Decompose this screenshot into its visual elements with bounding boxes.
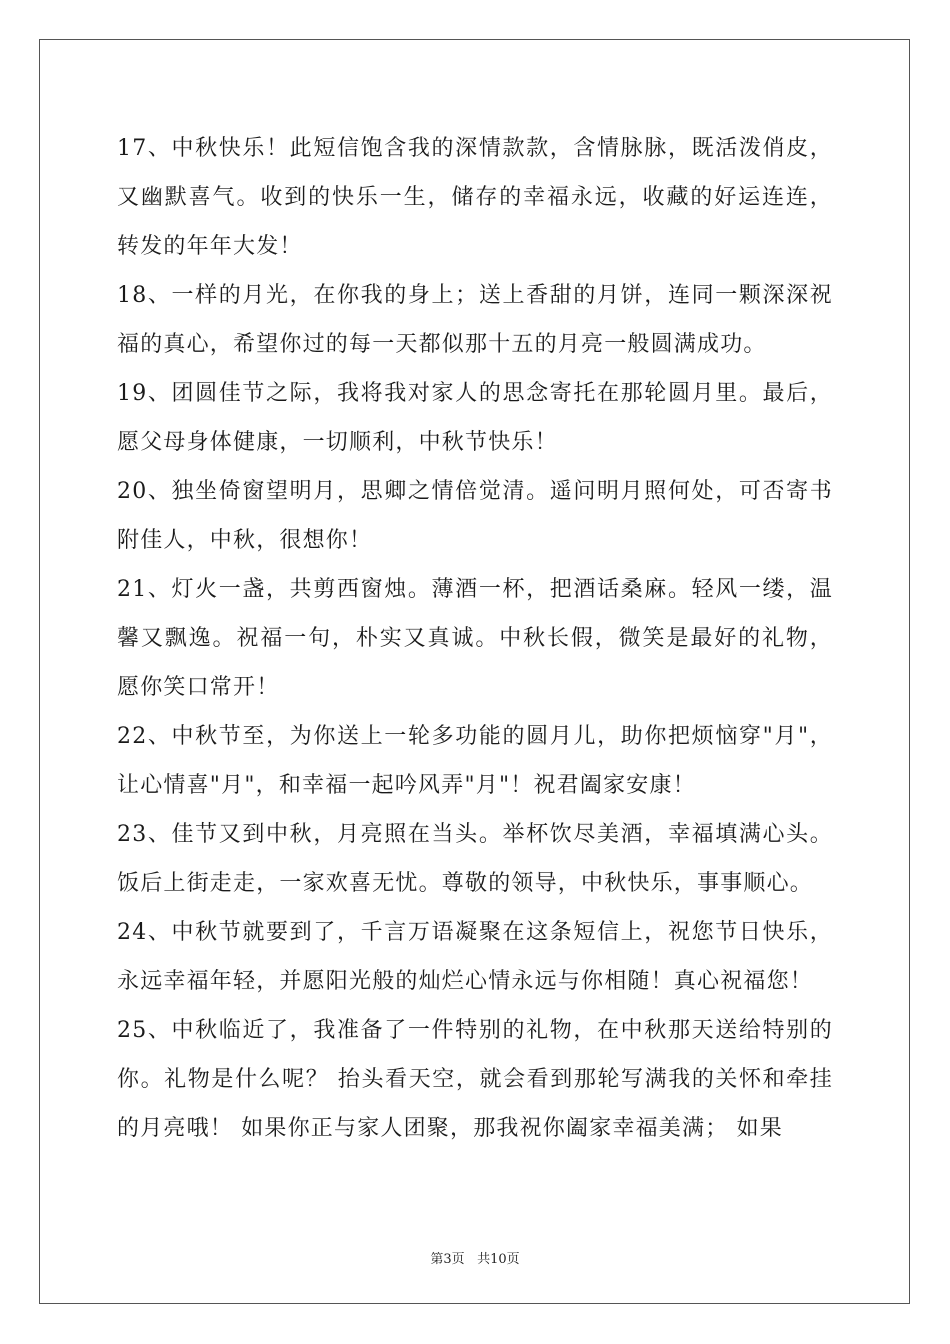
paragraph-21: 21、灯火一盏，共剪西窗烛。薄酒一杯，把酒话桑麻。轻风一缕，温馨又飘逸。祝福一句，朴实又真诚。中秋长假，微笑是最好的礼物，愿你笑口常开！ (117, 577, 833, 700)
paragraph-18: 18、一样的月光，在你我的身上；送上香甜的月饼，连同一颗深深祝福的真心，希望你过的每一天都似那十五的月亮一般圆满成功。 (117, 283, 833, 357)
page-number: 第3页 (430, 1252, 465, 1267)
paragraph-22: 22、中秋节至，为你送上一轮多功能的圆月儿，助你把烦恼穿"月"，让心情喜"月"，和幸福一起吟风弄"月"！祝君阖家安康！ (117, 724, 833, 798)
paragraph-17: 17、中秋快乐！此短信饱含我的深情款款，含情脉脉，既活泼俏皮，又幽默喜气。收到的快乐一生，储存的幸福永远，收藏的好运连连，转发的年年大发！ (117, 136, 833, 259)
paragraph-19: 19、团圆佳节之际，我将我对家人的思念寄托在那轮圆月里。最后，愿父母身体健康，一切顺利，中秋节快乐！ (117, 381, 833, 455)
total-pages: 共10页 (477, 1252, 520, 1267)
paragraph-24: 24、中秋节就要到了，千言万语凝聚在这条短信上，祝您节日快乐，永远幸福年轻，并愿阳光般的灿烂心情永远与你相随！真心祝福您！ (117, 920, 833, 994)
paragraph-20: 20、独坐倚窗望明月，思卿之情倍觉清。遥问明月照何处，可否寄书附佳人，中秋，很想你！ (117, 479, 833, 553)
paragraph-23: 23、佳节又到中秋，月亮照在当头。举杯饮尽美酒，幸福填满心头。饭后上街走走，一家欢喜无忧。尊敬的领导，中秋快乐，事事顺心。 (117, 822, 833, 896)
paragraph-25: 25、中秋临近了，我准备了一件特别的礼物，在中秋那天送给特别的你。礼物是什么呢？ 抬头看天空，就会看到那轮写满我的关怀和牵挂的月亮哦！ 如果你正与家人团聚，那我祝你阖家幸福美满； 如果 (117, 1018, 833, 1141)
page-footer (0, 1248, 950, 1267)
document-body (117, 124, 833, 1153)
